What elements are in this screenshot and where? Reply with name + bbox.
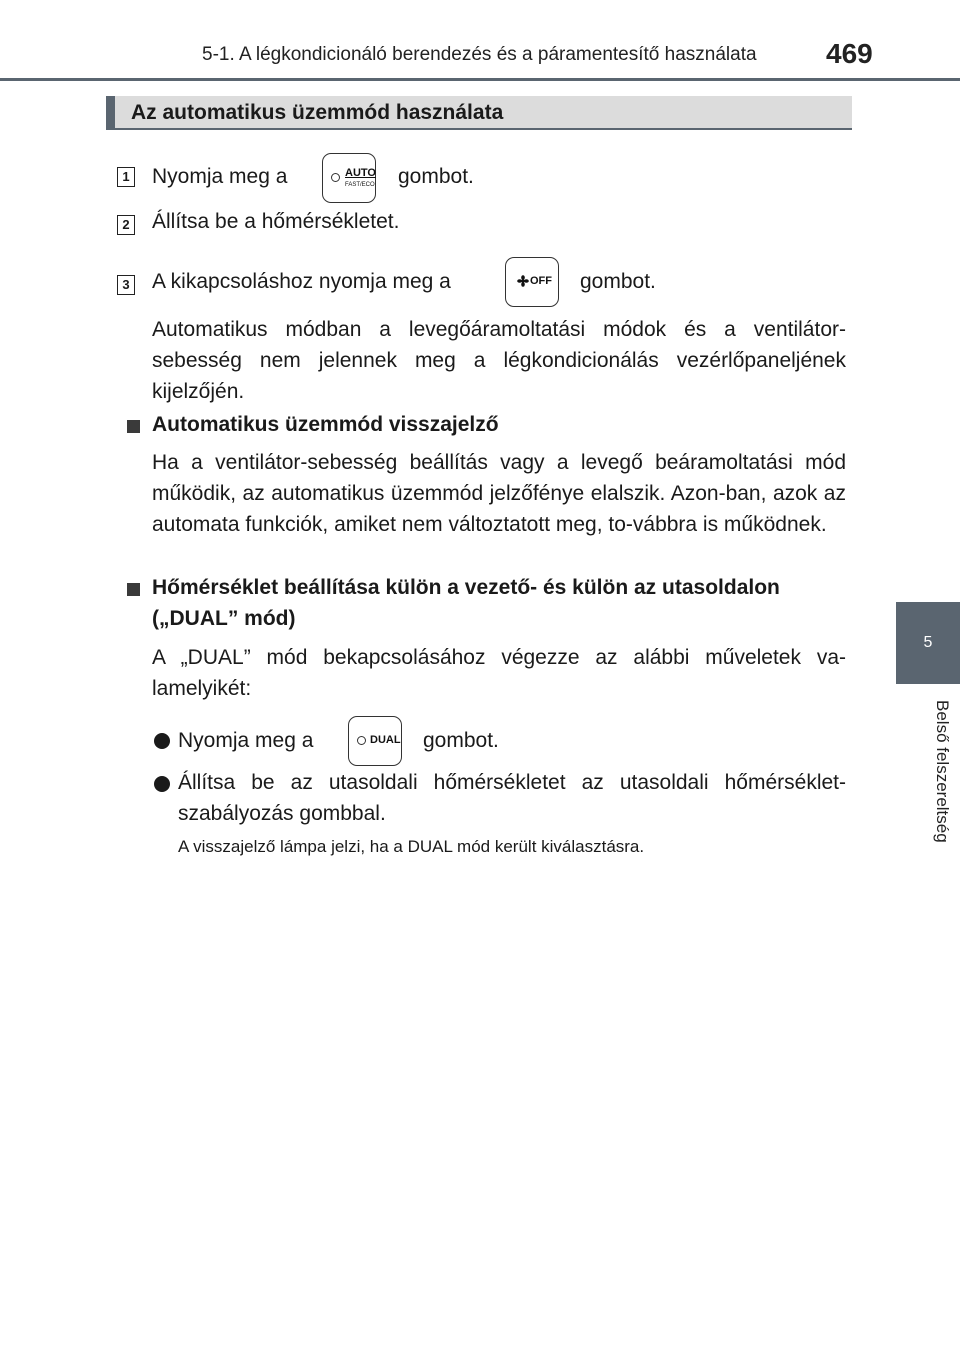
step-3-text-before: A kikapcsoláshoz nyomja meg a — [152, 270, 451, 293]
note-text: A visszajelző lámpa jelzi, ha a DUAL mód került kiválasztásra. — [178, 837, 645, 856]
page-number: 469 — [826, 38, 873, 69]
step-1-text-before: Nyomja meg a — [152, 165, 288, 188]
header-divider — [0, 78, 960, 81]
dual-label: DUAL — [370, 734, 401, 746]
chapter-label: Belső felszereltség — [933, 700, 952, 843]
step-number-3: 3 — [117, 275, 135, 295]
fan-icon — [517, 275, 529, 287]
subsection-marker-2 — [127, 583, 140, 596]
auto-sublabel: FAST/ECO — [345, 182, 375, 188]
step-1-text-after: gombot. — [398, 165, 474, 188]
indicator-led-icon — [331, 173, 340, 182]
bullet-1-text-before: Nyomja meg a — [178, 729, 314, 752]
subsection-2-heading-line2: („DUAL” mód) — [152, 607, 296, 630]
bullet-2-text: Állítsa be az utasoldali hőmérsékletet az utasoldali hőmérséklet-szabályozás gombbal. — [178, 771, 846, 825]
indicator-led-icon — [357, 736, 366, 745]
fan-off-button-icon — [505, 257, 559, 307]
chapter-tab — [896, 602, 960, 684]
step-3-text-after: gombot. — [580, 270, 656, 293]
step-2-text: Állítsa be a hőmérsékletet. — [152, 210, 400, 233]
bullet-1-text-after: gombot. — [423, 729, 499, 752]
auto-button-icon — [322, 153, 376, 203]
subsection-1-text: Ha a ventilátor-sebesség beállítás vagy a levegő beáramoltatási mód működik, az automatikus üzemmód jelzőfénye elalszik. Azon-ban, azok az automata funkciók, amiket nem változtatott meg, to-vábbra is működnek. — [152, 451, 846, 536]
running-header-title: 5-1. A légkondicionáló berendezés és a páramentesítő használata — [202, 44, 757, 65]
chapter-number: 5 — [923, 634, 933, 651]
section-title: Az automatikus üzemmód használata — [131, 101, 504, 124]
bullet-dot-1 — [154, 733, 170, 749]
dual-button-icon — [348, 716, 402, 766]
subsection-1-heading: Automatikus üzemmód visszajelző — [152, 413, 499, 436]
bullet-dot-2 — [154, 776, 170, 792]
intro-paragraph: Automatikus módban a levegőáramoltatási módok és a ventilátor-sebesség nem jelennek meg a légkondicionálás vezérlőpaneljének kijelzőjén. — [152, 318, 846, 403]
auto-label: AUTO — [345, 167, 376, 179]
subsection-marker-1 — [127, 420, 140, 433]
off-label: OFF — [530, 275, 552, 287]
subsection-2-text: A „DUAL” mód bekapcsolásához végezze az alábbi műveletek va-lamelyikét: — [152, 646, 846, 700]
section-heading-bar — [106, 96, 852, 130]
step-number-1: 1 — [117, 167, 135, 187]
subsection-2-heading-line1: Hőmérséklet beállítása külön a vezető- és külön az utasoldalon — [152, 576, 780, 599]
step-number-2: 2 — [117, 215, 135, 235]
